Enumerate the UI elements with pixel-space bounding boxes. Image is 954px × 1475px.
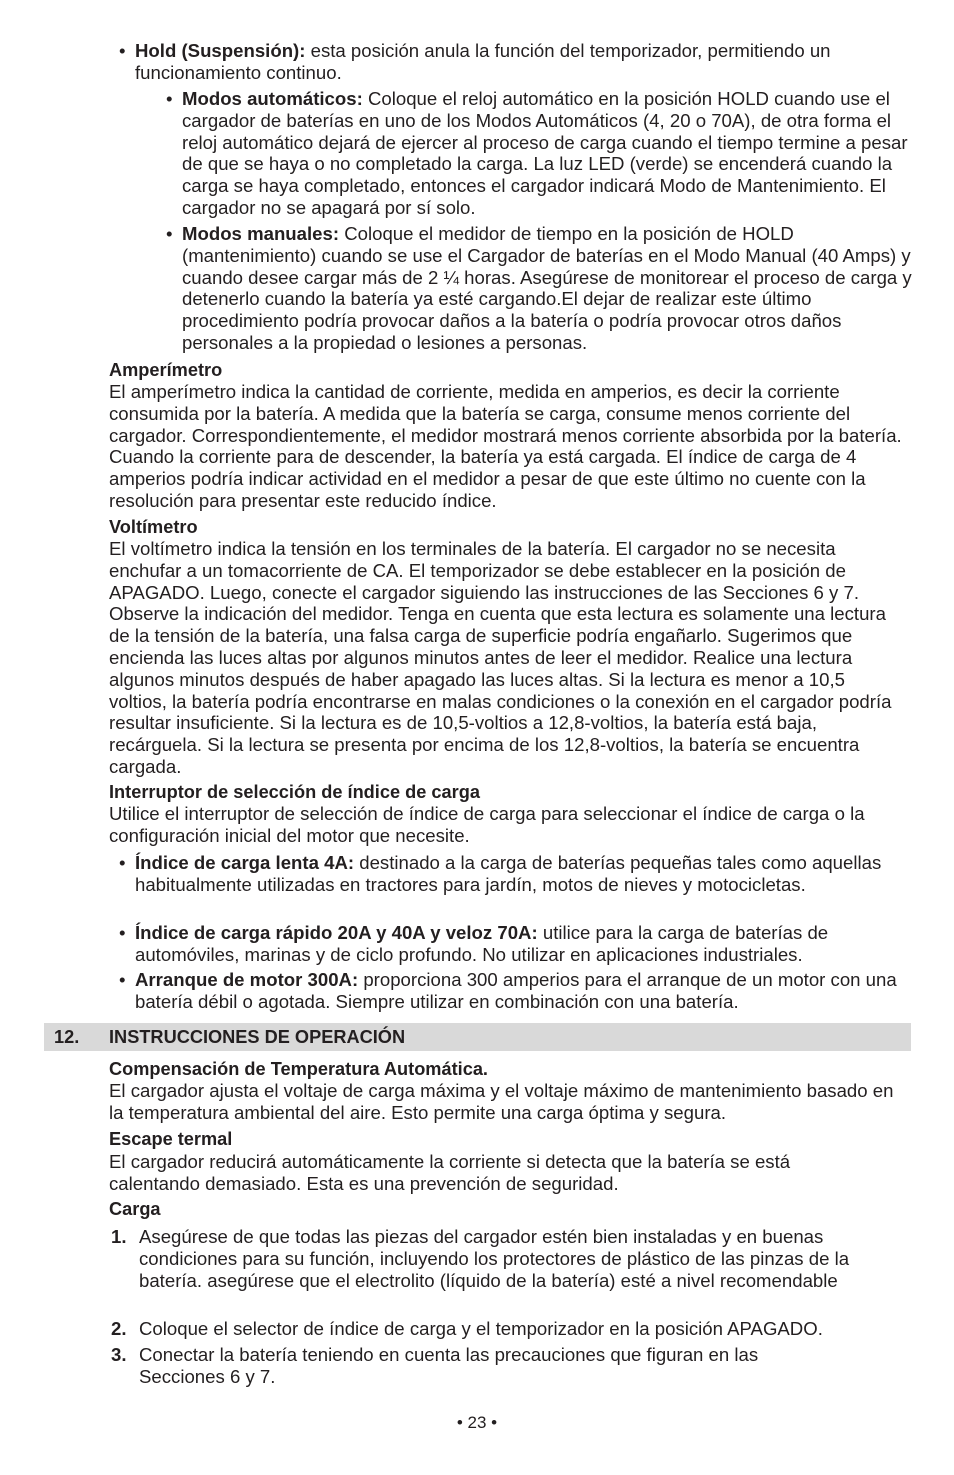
- rate-item-label: Índice de carga lenta 4A:: [135, 852, 355, 873]
- rate-item-text: destinado a la carga de baterías pequeñas tales como aquellas habitualmente utilizadas en tractores para jardín, motos de nieves y motocicletas.: [135, 852, 882, 895]
- step-text: Coloque el selector de índice de carga y el temporizador en la posición APAGADO.: [139, 1318, 823, 1339]
- auto-modes-label: Modos automáticos:: [182, 88, 363, 109]
- rate-switch-heading: Interruptor de selección de índice de carga: [109, 782, 480, 802]
- voltmeter-text: El voltímetro indica la tensión en los terminales de la batería. El cargador no se necesita enchufar a un tomacorriente de CA. El temporizador se debe establecer en la posición de APAGADO. Luego, conecte el cargador siguiendo las instrucciones de las Secciones 6 y 7. Observe la indicación del medidor. Tenga en cuenta que esta lectura es solamente una lectura de la tensión de la batería, una falsa carga de superficie podría engañarlo. Sugerimos que encienda las luces altas por algunos minutos antes de leer el medidor. Realice una lectura algunos minutos después de haber apagado las luces altas. Si la lectura es menor a 10,5 voltios, la batería podría encontrarse en malas condiciones o la conexión en el cargador podría resultar insuficiente. Si la lectura es de 10,5-voltios a 12,8-voltios, la batería está baja, recárguela. Si la lectura se presenta por encima de los 12,8-voltios, la batería se encuentra cargada.: [109, 538, 892, 777]
- bullet-dot: •: [166, 223, 173, 244]
- step-number: 2.: [111, 1318, 127, 1339]
- step-number: 1.: [111, 1226, 127, 1247]
- thermal-text: El cargador reducirá automáticamente la corriente si detecta que la batería se está calentando demasiado. Esta es una prevención de seguridad.: [109, 1151, 791, 1194]
- rate-item-label: Arranque de motor 300A:: [135, 969, 359, 990]
- temp-comp-heading: Compensación de Temperatura Automática.: [109, 1059, 488, 1079]
- bullet-dot: •: [119, 40, 126, 61]
- step-text: Conectar la batería teniendo en cuenta las precauciones que figuran en las Secciones 6 y 7.: [139, 1344, 759, 1387]
- rate-item-text: proporciona 300 amperios para el arranque de un motor con una batería débil o agotada. Siempre utilizar en combinación con una batería.: [135, 969, 897, 1012]
- bullet-dot: •: [166, 88, 173, 109]
- charging-heading: Carga: [109, 1199, 161, 1219]
- hold-text: esta posición anula la función del temporizador, permitiendo un funcionamiento continuo.: [135, 40, 831, 83]
- manual-modes-text: Coloque el medidor de tiempo en la posición de HOLD (mantenimiento) cuando se use el Cargador de baterías en el Modo Manual (40 Amps) y cuando desee cargar más de 2 ¼ horas. Asegúrese de monitorear el proceso de carga y detenerlo cuando la batería ya esté cargando.El dejar de realizar este último procedimiento podría provocar daños a la batería o podría provocar otros daños personales a la propiedad o lesiones a personas.: [182, 223, 912, 353]
- page-number: • 23 •: [456, 1413, 498, 1432]
- ammeter-heading: Amperímetro: [109, 360, 223, 380]
- bullet-dot: •: [119, 852, 126, 873]
- step-text: Asegúrese de que todas las piezas del cargador estén bien instaladas y en buenas condiciones para su función, incluyendo los protectores de plástico de las pinzas de la batería. asegúrese que el electrolito (líquido de la batería) esté a nivel recomendable: [139, 1226, 850, 1291]
- section-title: INSTRUCCIONES DE OPERACIÓN: [109, 1027, 406, 1047]
- step-number: 3.: [111, 1344, 127, 1365]
- manual-modes-label: Modos manuales:: [182, 223, 340, 244]
- bullet-dot: •: [119, 969, 126, 990]
- thermal-heading: Escape termal: [109, 1129, 233, 1149]
- temp-comp-text: El cargador ajusta el voltaje de carga máxima y el voltaje máximo de mantenimiento basado en la temperatura ambiental del aire. Esto permite una carga óptima y segura.: [109, 1080, 894, 1123]
- voltmeter-heading: Voltímetro: [109, 517, 198, 537]
- auto-modes-text: Coloque el reloj automático en la posición HOLD cuando use el cargador de baterías en uno de los Modos Automáticos (4, 20 o 70A), de otra forma el reloj automático dejará de ejercer al proceso de carga cuando el tiempo termine a pesar de que se haya o no completado la carga. La luz LED (verde) se encenderá cuando la carga se haya completado, entonces el cargador indicará Modo de Mantenimiento. El cargador no se apagará por sí solo.: [182, 88, 908, 218]
- rate-item-label: Índice de carga rápido 20A y 40A y veloz 70A:: [135, 922, 538, 943]
- rate-switch-text: Utilice el interruptor de selección de índice de carga para seleccionar el índice de carga o la configuración inicial del motor que necesite.: [109, 803, 865, 846]
- section-12-header: [44, 1023, 911, 1051]
- bullet-dot: •: [119, 922, 126, 943]
- hold-label: Hold (Suspensión):: [135, 40, 306, 61]
- section-number: 12.: [54, 1027, 80, 1047]
- rate-item-text: utilice para la carga de baterías de automóviles, marinas y de ciclo profundo. No utilizar en aplicaciones industriales.: [135, 922, 829, 965]
- ammeter-text: El amperímetro indica la cantidad de corriente, medida en amperios, es decir la corriente consumida por la batería. A medida que la batería se carga, consume menos corriente del cargador. Correspondientemente, el medidor mostrará menos corriente absorbida por la batería. Cuando la corriente para de descender, la batería ya está cargada. El índice de carga de 4 amperios podría indicar actividad en el medidor a pesar de que este último no cuente con la resolución para presentar este reducido índice.: [109, 381, 902, 511]
